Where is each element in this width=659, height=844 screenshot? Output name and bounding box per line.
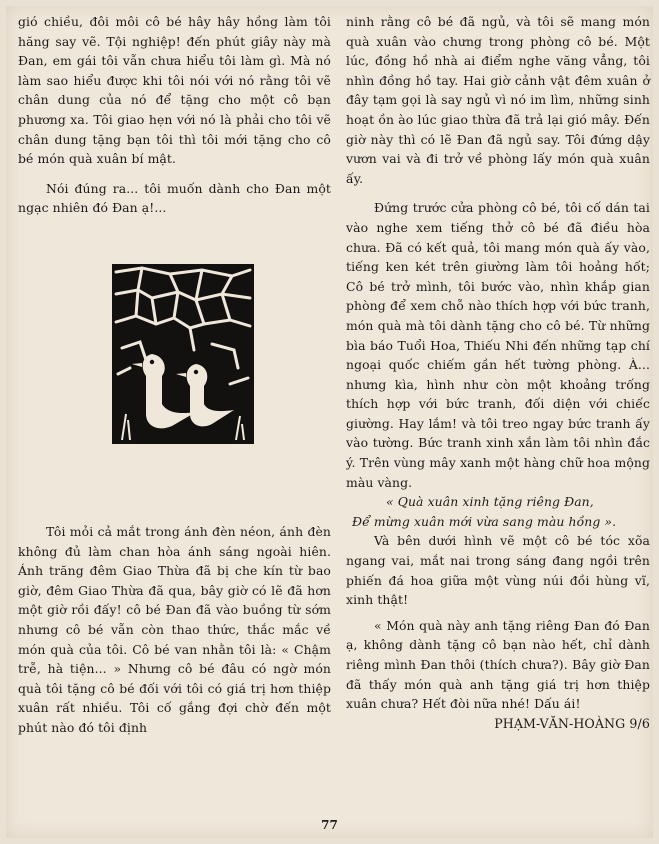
verse-line: « Quà xuân xinh tặng riêng Đan,: [386, 494, 594, 510]
page-number: 77: [321, 818, 338, 832]
left-column-top: [18, 12, 331, 218]
verse-line: Để mừng xuân mới vừa sang màu hồng ».: [352, 513, 617, 529]
story-paragraph: Và bên dưới hình vẽ một cô bé tóc xõa ngang vai, mắt nai trong sáng đang ngồi trên phiến đá hoa giữa một vùng núi đồi hùng vĩ, xinh thật!: [346, 533, 650, 608]
story-paragraph: ninh rằng cô bé đã ngủ, và tôi sẽ mang món quà xuân vào chưng trong phòng cô bé. Một lúc, đồng hồ nhà ai điểm nghe văng vẳng, tôi nhìn đồng hồ tay. Hai giờ cảnh vật đêm xuân ở đây tạm gọi là say ngủ vì nó im lìm, những sinh hoạt ồn ào lúc giao thừa đã trả lại gió mây. Đến giờ này thì có lẽ Đan đã ngủ say. Tôi đứng dậy vươn vai và đi trở về phòng lấy món quà xuân ấy.: [346, 14, 650, 186]
story-paragraph: Nói đúng ra... tôi muốn dành cho Đan một ngạc nhiên đó Đan ạ!...: [18, 180, 331, 216]
story-paragraph: gió chiều, đôi môi cô bé hây hây hồng làm tôi hăng say vẽ. Tội nghiệp! đến phút giây này mà Đan, em gái tôi vẫn chưa hiểu tôi làm gì. Mà nó làm sao hiểu được khi tôi nói với nó rằng tôi vẽ chân dung của nó để tặng cho một cô bạn phương xa. Tôi giao hẹn với nó là phải cho tôi vẽ chân dung tặng bạn tôi thì tôi mới tặng cho cô bé món quà xuân bí mật.: [18, 14, 331, 167]
woodcut-two-birds-icon: [112, 264, 254, 444]
magazine-page: [6, 6, 653, 838]
left-column-bottom: [18, 522, 331, 738]
author-signature: PHẠM-VĂN-HOÀNG 9/6: [494, 715, 650, 731]
story-paragraph: Tôi mỏi cả mắt trong ánh đèn néon, ánh đèn không đủ làm chan hòa ánh sáng ngoài hiên. Ánh trăng đêm Giao Thừa đã bị che kín từ bao giờ, đêm Giao Thừa đã qua, bây giờ có lẽ đã hơn một giờ rồi đấy! cô bé Đan đã vào buồng từ sớm nhưng cô bé vẫn còn thao thức, thắc mắc về món quà của tôi. Cô bé van nhằn tôi là: « Chậm trễ, hà tiện... » Nhưng cô bé đâu có ngờ món quà tôi tặng cô bé đối với tôi có giá trị hơn thiệp xuân rất nhiều. Tôi cố gắng đợi chờ đến một phút nào đó tôi định: [18, 524, 331, 735]
verse: [346, 492, 650, 531]
story-paragraph: « Món quà này anh tặng riêng Đan đó Đan ạ, không dành tặng cô bạn nào hết, chỉ dành riêng mình Đan thôi (thích chưa?). Bây giờ Đan đã thấy món quà anh tặng giá trị hơn thiệp xuân chưa? Hết đòi nữa nhé! Dấu ái!: [346, 617, 650, 712]
right-column: [346, 12, 650, 733]
story-paragraph: Đứng trước cửa phòng cô bé, tôi cố dán tai vào nghe xem tiếng thở cô bé đã điều hòa chưa. Đã có kết quả, tôi mang món quà ấy vào, tiếng ken két trên giường làm tôi hoảng hốt; Cô bé trở mình, tôi bước vào, nhìn khắp gian phòng để xem chỗ nào thích hợp với bức tranh, món quà mà tôi dành tặng cho cô bé. Từ những bìa báo Tuổi Hoa, Thiếu Nhi đến những tạp chí ngoại quốc chiếm gần hết tường phòng. À... nhưng kìa, hình như còn một khoảng trống thích hợp với bức tranh, đối diện với chiếc giường. Hay lắm! và tôi treo ngay bức tranh ấy vào tường. Bức tranh xinh xắn làm tôi nhìn đắc ý. Trên vùng mây xanh một hàng chữ hoa mộng màu vàng.: [346, 200, 650, 490]
